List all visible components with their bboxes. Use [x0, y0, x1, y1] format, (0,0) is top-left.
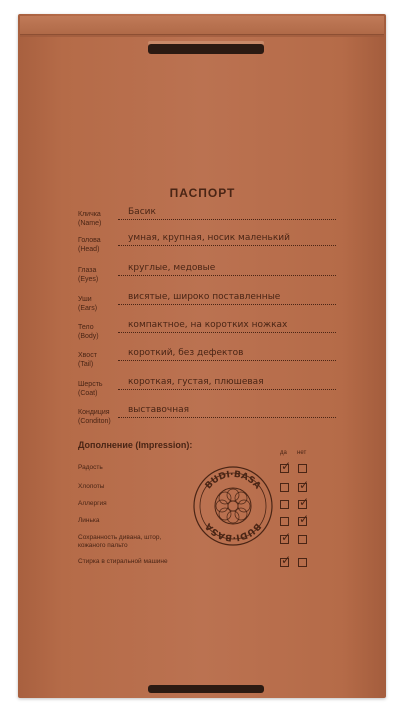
- checkbox-yes[interactable]: [280, 517, 289, 526]
- check-mark-icon: ✓: [281, 553, 292, 567]
- impression-label: Стирка в стиральной машине: [78, 558, 168, 565]
- dotted-line: [118, 219, 336, 220]
- checkbox-no[interactable]: [298, 558, 307, 567]
- checkbox-no[interactable]: [298, 535, 307, 544]
- check-mark-icon: ✓: [281, 530, 292, 544]
- field-value: компактное, на коротких ножках: [128, 320, 288, 330]
- field-value: Басик: [128, 207, 156, 217]
- check-mark-icon: ✓: [299, 478, 310, 492]
- field-label: Тело (Body): [78, 324, 99, 340]
- dotted-line: [118, 275, 336, 276]
- check-mark-icon: ✓: [299, 512, 310, 526]
- stamp-rosette: [216, 489, 250, 523]
- field-label: Кличка (Name): [78, 211, 102, 227]
- addition-title: Дополнение (Impression):: [78, 440, 193, 450]
- budi-basa-stamp: [192, 465, 274, 547]
- top-handle-slot: [148, 44, 264, 54]
- checkbox-yes[interactable]: [280, 483, 289, 492]
- dotted-line: [118, 389, 336, 390]
- impression-label: Аллергия: [78, 500, 107, 507]
- checkbox-yes[interactable]: [280, 500, 289, 509]
- field-value: висятые, широко поставленные: [128, 292, 281, 302]
- bottom-handle-slot: [148, 685, 264, 693]
- impression-label: Хлопоты: [78, 483, 105, 490]
- no-header: нет: [297, 450, 307, 456]
- field-label: Уши (Ears): [78, 296, 98, 312]
- lid-crease: [20, 35, 384, 37]
- check-mark-icon: ✓: [299, 495, 310, 509]
- field-label: Кондиция (Conditon): [78, 409, 111, 425]
- dotted-line: [118, 332, 336, 333]
- checkbox-no[interactable]: [298, 464, 307, 473]
- passport-title: ПАСПОРТ: [169, 186, 236, 200]
- field-value: короткая, густая, плюшевая: [128, 377, 264, 387]
- impression-label: Радость: [78, 464, 103, 471]
- field-label: Глаза (Eyes): [78, 267, 99, 283]
- field-value: умная, крупная, носик маленький: [128, 233, 290, 243]
- box-lid: [20, 16, 384, 35]
- field-label: Хвост (Tail): [78, 352, 97, 368]
- yes-header: да: [280, 450, 287, 456]
- stamp-text-top: BUDI·BASA: [203, 469, 263, 492]
- stamp-text-bottom: BUDI·BASA: [203, 520, 263, 543]
- field-label: Шерсть (Coat): [78, 381, 103, 397]
- field-value: круглые, медовые: [128, 263, 216, 273]
- field-label: Голова (Head): [78, 237, 101, 253]
- dotted-line: [118, 417, 336, 418]
- check-mark-icon: ✓: [281, 459, 292, 473]
- dotted-line: [118, 304, 336, 305]
- impression-label: Линька: [78, 517, 100, 524]
- impression-label: Сохранность дивана, штор, кожаного пальто: [78, 534, 162, 549]
- field-value: выставочная: [128, 405, 190, 415]
- dotted-line: [118, 245, 336, 246]
- dotted-line: [118, 360, 336, 361]
- field-value: короткий, без дефектов: [128, 348, 244, 358]
